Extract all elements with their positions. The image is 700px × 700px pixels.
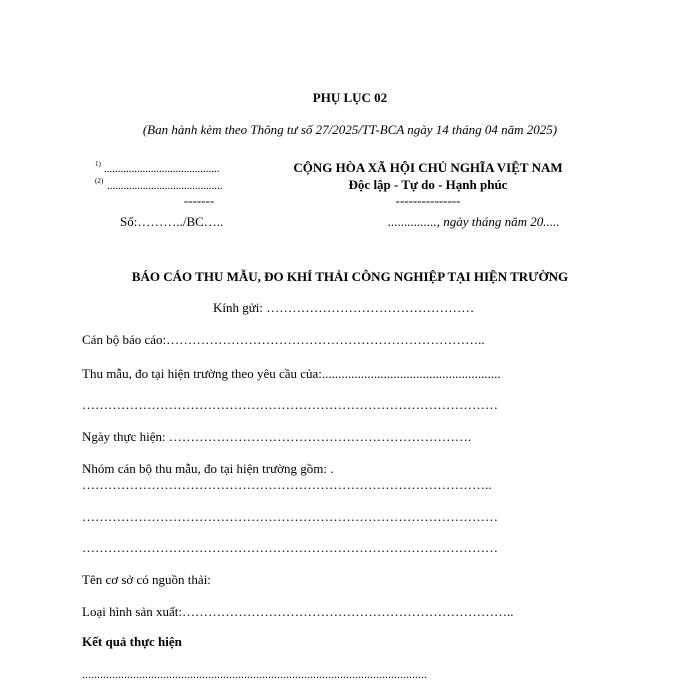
sampling-team-field: Nhóm cán bộ thu mẫu, đo tại hiện trường gồm: . — [82, 461, 334, 476]
dotted-line-2: ………………………………………………………………………………….. — [82, 477, 492, 492]
nation-name: CỘNG HÒA XÃ HỘI CHỦ NGHĨA VIỆT NAM — [293, 160, 563, 175]
dotted-line-1: …………………………………………………………………………………… — [82, 397, 498, 412]
appendix-title: PHỤ LỤC 02 — [312, 90, 388, 105]
reporting-officer-field: Cán bộ báo cáo:……………………………………………………………….. — [82, 332, 485, 347]
execution-date-field: Ngày thực hiện: ……………………………………………………………. — [82, 429, 472, 444]
facility-name-field: Tên cơ sở có nguồn thải: — [82, 572, 211, 587]
request-field: Thu mẫu, đo tại hiện trường theo yêu cầu của:....................................................... — [82, 366, 501, 381]
recipient-line: Kính gửi: ………………………………………… — [213, 300, 475, 315]
right-divider: --------------- — [395, 193, 461, 208]
document-date: ..............., ngày tháng năm 20..... — [388, 214, 560, 229]
footnote-mark-2: (2) — [95, 177, 104, 185]
agency-line-1: .......................................... — [104, 163, 220, 175]
dotted-line-3: …………………………………………………………………………………… — [82, 509, 498, 524]
footnote-mark-1: 1) — [95, 160, 101, 168]
appendix-subtitle: (Ban hành kèm theo Thông tư số 27/2025/TT-BCA ngày 14 tháng 04 năm 2025) — [142, 122, 558, 137]
left-divider: ------- — [183, 193, 215, 208]
business-type-field: Loại hình sản xuất:………………………………………………………………….. — [82, 604, 514, 619]
dotted-line-5: ................................................................................................................... — [82, 667, 427, 681]
agency-line-2: .......................................... — [107, 180, 223, 192]
document-number: Số:………../BC….. — [120, 214, 224, 229]
national-motto: Độc lập - Tự do - Hạnh phúc — [348, 177, 508, 192]
results-heading: Kết quả thực hiện — [82, 634, 182, 649]
report-title: BÁO CÁO THU MẪU, ĐO KHÍ THẢI CÔNG NGHIỆP TẠI HIỆN TRƯỜNG — [131, 269, 569, 284]
dotted-line-4: …………………………………………………………………………………… — [82, 540, 498, 555]
